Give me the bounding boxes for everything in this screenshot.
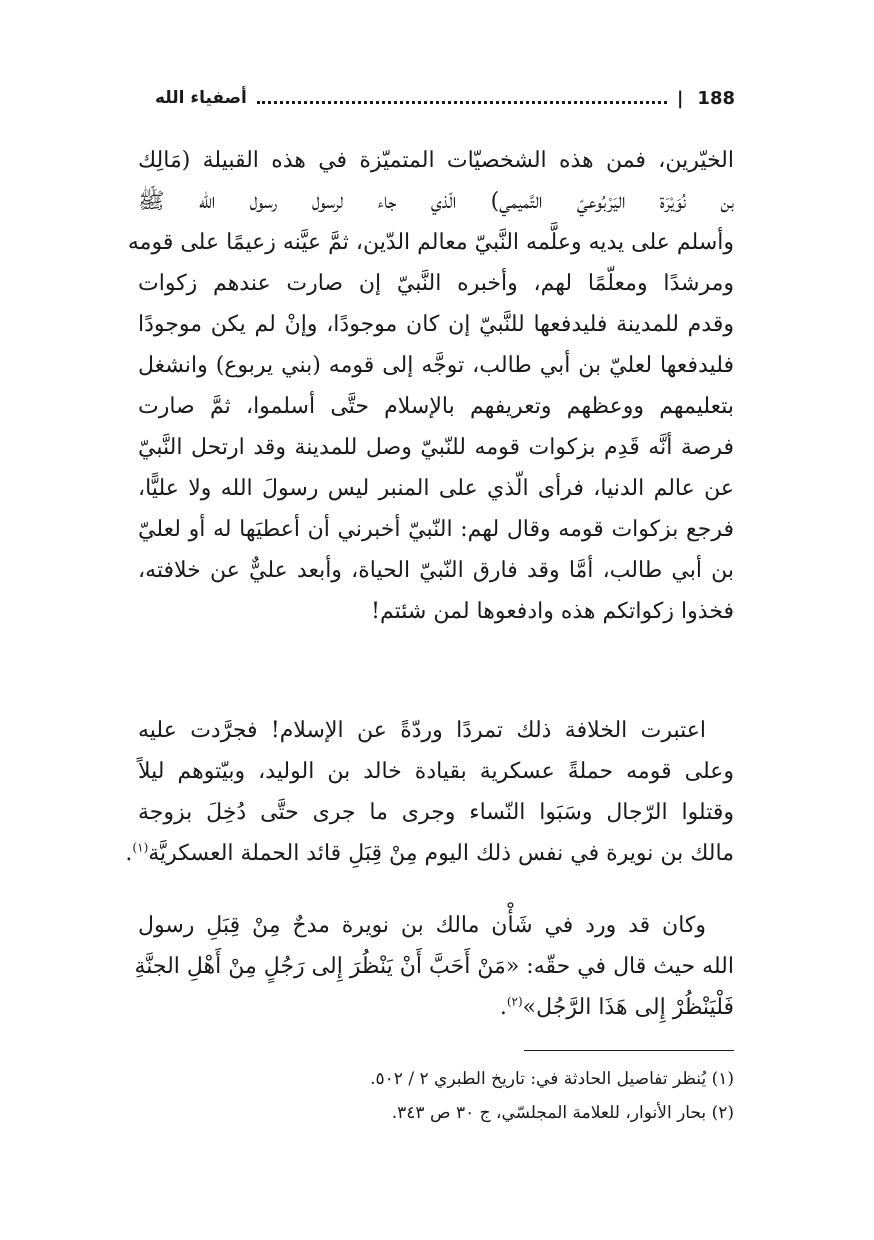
text-line: الله حيث قال في حقّه: «مَنْ أَحَبَّ أَنْ يَنْظُرَ إِلى رَجُلٍ مِنْ أَهْلِ الجنَّةِ xyxy=(134,954,734,979)
text-line: فخذوا زكواتكم هذه وادفعوها لمن شئتم! xyxy=(371,599,734,624)
page-number: 188 xyxy=(697,87,735,109)
page-header xyxy=(155,83,735,113)
text-line: عن عالم الدنيا، فرأى الّذي على المنبر ليس رسولَ الله ولا عليًّا، xyxy=(138,476,734,501)
text-line: فرصة أنَّه قَدِم بزكوات قومه للنّبيّ وصل للمدينة وقد ارتحل النَّبيّ xyxy=(138,435,734,460)
text-line xyxy=(125,833,734,874)
text-line: بتعليمهم ووعظهم وتعريفهم بالإسلام حتَّى أسلموا، ثمَّ صارت xyxy=(138,394,734,419)
header-dotted-leader xyxy=(257,101,667,104)
footnote-ref-1[interactable]: (١) xyxy=(132,840,149,855)
footnote-ref-2[interactable]: (٢) xyxy=(506,994,523,1009)
footnote-divider xyxy=(524,1050,734,1051)
paragraph-1 xyxy=(127,140,734,632)
book-title: أصفياء الله xyxy=(155,88,247,108)
sentence-end: . xyxy=(125,841,133,866)
paragraph-3 xyxy=(134,905,734,1028)
text-line: الخيّرين، فمن هذه الشخصيّات المتميّزة في هذه القبيلة (مَالِك xyxy=(138,148,734,173)
text-line: ومرشدًا ومعلّمًا لهم، وأخبره النَّبيّ إن صارت عندهم زكوات xyxy=(138,271,734,296)
footnote-2: (٢) بحار الأنوار، للعلامة المجلسّي، ج ٣٠ ص ٣٤٣. xyxy=(391,1103,734,1123)
footnotes xyxy=(138,1062,734,1130)
footnote-1: (١) يُنظر تفاصيل الحادثة في: تاريخ الطبري ٢ / ٥٠٢. xyxy=(370,1069,734,1089)
text-line: فرجع بزكوات قومه وقال لهم: النّبيّ أخبرني أن أعطيَها له أو لعليّ xyxy=(138,517,734,542)
text-line: وكان قد ورد في شَأْن مالك بن نويرة مدحٌ مِنْ قِبَلِ رسول xyxy=(138,913,706,938)
text-line-content: فَلْيَنْظُرْ إِلى هَذَا الرَّجُل» xyxy=(522,995,734,1020)
text-line: اعتبرت الخلافة ذلك تمردًا وردّةً عن الإسلام! فجرَّدت عليه xyxy=(138,718,706,743)
sentence-end: . xyxy=(499,995,507,1020)
text-line: بن أبي طالب، أمَّا وقد فارق النّبيّ الحياة، وأبعد عليٌّ عن خلافته، xyxy=(138,558,734,583)
text-line: وقدم للمدينة فليدفعها للنَّبيّ إن كان موجودًا، وإنْ لم يكن موجودًا xyxy=(138,312,734,337)
text-line: فليدفعها لعليّ بن أبي طالب، توجَّه إلى قومه (بني يربوع) وانشغل xyxy=(138,353,734,378)
text-line: وأسلم على يديه وعلَّمه النَّبيّ معالم الدّين، ثمَّ عيَّنه زعيمًا على قومه xyxy=(127,230,734,255)
header-separator: | xyxy=(676,87,684,109)
text-line: بن نُوَيْرَة اليَرْبُوعيّ التَّميمي) الّذي جاء لرسول رسول الله ﷺ xyxy=(138,189,734,214)
text-line-content: مالك بن نويرة في نفس ذلك اليوم مِنْ قِبَلِ قائد الحملة العسكريَّة xyxy=(148,841,734,866)
paragraph-2 xyxy=(125,710,734,874)
text-line xyxy=(138,987,734,1028)
text-line: وقتلوا الرّجال وسَبَوا النّساء وجرى ما جرى حتَّى دُخِلَ بزوجة xyxy=(138,800,734,825)
text-line: وعلى قومه حملةً عسكرية بقيادة خالد بن الوليد، وبيّتوهم ليلاً xyxy=(138,759,734,784)
